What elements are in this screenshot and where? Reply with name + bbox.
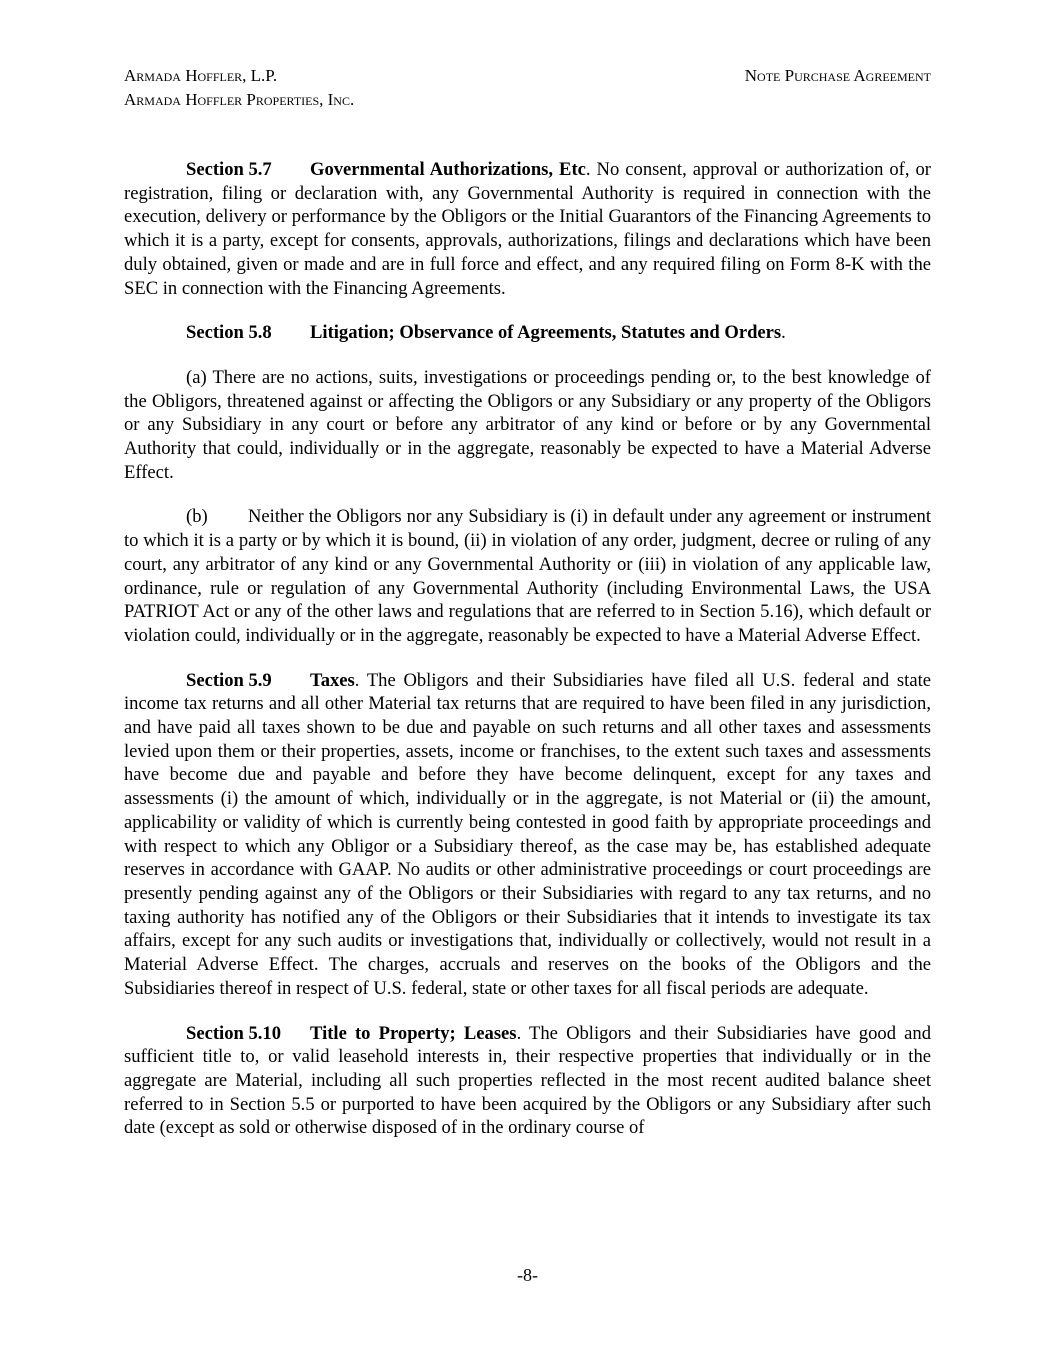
- section-text: . No consent, approval or authorization of, or registration, filing or declaration with, any Governmental Authority is required in connection with the execution, delivery or performance by the Obligors or the Initial Guarantors of the Financing Agreements to which it is a party, except for consents, approvals, authorizations, filings and declarations which have been duly obtained, given or made and are in full force and effect, and any required filing on Form 8-K with the SEC in connection with the Financing Agreements.: [124, 159, 931, 299]
- section-5-10: [124, 1022, 931, 1141]
- section-text: . The Obligors and their Subsidiaries have filed all U.S. federal and state income tax returns and all other Material tax returns that are required to have been filed in any jurisdiction, and have paid all taxes shown to be due and payable on such returns and all other taxes and assessments levied upon them or their properties, assets, income or franchises, to the extent such taxes and assessments have become due and payable and before they have become delinquent, except for any taxes and assessments (i) the amount of which, individually or in the aggregate, is not Material or (ii) the amount, applicability or validity of which is currently being contested in good faith by appropriate proceedings and with respect to which any Obligor or a Subsidiary thereof, as the case may be, has established adequate reserves in accordance with GAAP. No audits or other administrative proceedings or court proceedings are presently pending against any of the Obligors or their Subsidiaries with regard to any tax returns, and no taxing authority has notified any of the Obligors or their Subsidiaries that it intends to investigate its tax affairs, except for any such audits or investigations that, individually or collectively, would not result in a Material Adverse Effect. The charges, accruals and reserves on the books of the Obligors and the Subsidiaries thereof in respect of U.S. federal, state or other taxes for all fiscal periods are adequate.: [124, 669, 931, 999]
- section-text: . The Obligors and their Subsidiaries have good and sufficient title to, or valid leasehold interests in, their respective properties that individually or in the aggregate are Material, including all such properties reflected in the most recent audited balance sheet referred to in Section 5.5 or purported to have been acquired by the Obligors or any Subsidiary after such date (except as sold or otherwise disposed of in the ordinary course of: [124, 1022, 931, 1139]
- section-text: .: [781, 322, 786, 344]
- section-title: Title to Property; Leases: [310, 1022, 517, 1044]
- clause-label: (a): [186, 366, 207, 388]
- header-company-lp: Armada Hoffler, L.P.: [124, 66, 278, 85]
- clause-label: (b): [186, 506, 208, 528]
- page-number: -8-: [517, 1265, 538, 1285]
- section-5-8-clause-b: [124, 505, 931, 647]
- document-body: [124, 158, 931, 1161]
- section-5-8-clause-a: [124, 366, 931, 485]
- clause-text: Neither the Obligors nor any Subsidiary is (i) in default under any agreement or instrument to which it is a party or by which it is bound, (ii) in violation of any order, judgment, decree or ruling of any court, any arbitrator of any kind or any Governmental Authority or (iii) in violation of any applicable law, ordinance, rule or regulation of any Governmental Authority (including Environmental Laws, the USA PATRIOT Act or any of the other laws and regulations that are referred to in Section 5.16), which default or violation could, individually or in the aggregate, reasonably be expected to have a Material Adverse Effect.: [124, 506, 931, 646]
- section-5-8-heading: [124, 321, 931, 345]
- section-number: Section 5.9: [186, 669, 272, 691]
- section-5-9: [124, 669, 931, 1001]
- section-5-7: [124, 158, 931, 300]
- section-title: Governmental Authorizations, Etc: [310, 159, 586, 180]
- section-title: Litigation; Observance of Agreements, Statutes and Orders: [310, 322, 782, 344]
- header-left: [124, 64, 354, 112]
- header-agreement-title: Note Purchase Agreement: [744, 66, 931, 85]
- section-number: Section 5.8: [186, 322, 272, 344]
- header-company-inc: Armada Hoffler Properties, Inc.: [124, 90, 355, 109]
- section-number: Section 5.10: [186, 1022, 282, 1044]
- section-number: Section 5.7: [186, 159, 272, 180]
- section-title: Taxes: [310, 669, 355, 691]
- clause-text: There are no actions, suits, investigations or proceedings pending or, to the best knowledge of the Obligors, threatened against or affecting the Obligors or any Subsidiary or any property of the Obligors or any Subsidiary in any court or before any arbitrator of any kind or before or by any Governmental Authority that could, individually or in the aggregate, reasonably be expected to have a Material Adverse Effect.: [124, 366, 932, 483]
